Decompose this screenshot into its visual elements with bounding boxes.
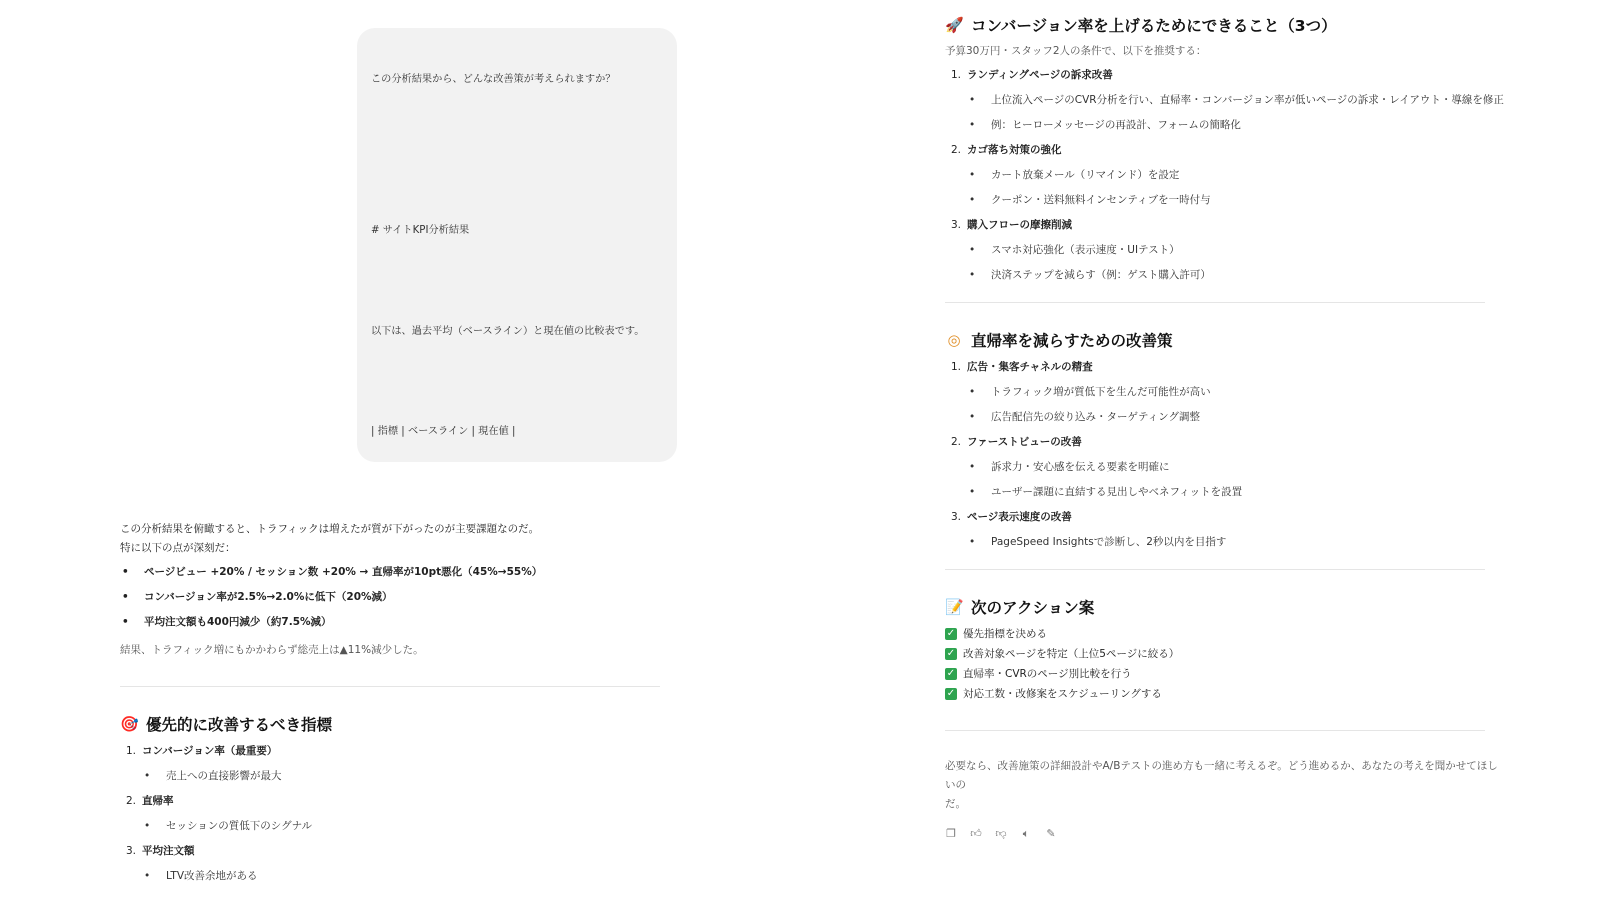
sub-item: • クーポン・送料無料インセンティブを一時付与	[945, 188, 1505, 213]
list-number: 3.	[126, 845, 137, 857]
sub-item: • 例：ヒーローメッセージの再設計、フォームの簡略化	[945, 113, 1505, 138]
list-item-title: 広告・集客チャネルの精査	[967, 361, 1093, 373]
list-number: 1.	[951, 361, 962, 373]
answer-intro-sub: 特に以下の点が深刻だ：	[120, 542, 236, 554]
user-message-line	[371, 172, 663, 189]
list-item-title: 平均注文額	[142, 845, 195, 857]
section-divider	[945, 569, 1485, 570]
list-number: 2.	[951, 144, 962, 156]
list-item: • ページビュー +20% / セッション数 +20% → 直帰率が10pt悪化（45%→55%）	[120, 560, 680, 585]
user-message-line: この分析結果から、どんな改善策が考えられますか？	[371, 73, 616, 85]
user-message-line: # サイトKPI分析結果	[371, 224, 470, 236]
list-number: 3.	[951, 219, 962, 231]
speaker-icon[interactable]: 🔈︎	[1022, 827, 1030, 840]
checkmark-icon: ✓	[946, 688, 956, 699]
action-checklist	[945, 624, 1505, 704]
checkmark-icon: ✓	[946, 628, 956, 639]
sub-item: • PageSpeed Insightsで診断し、2秒以内を目指す	[945, 530, 1505, 555]
message-actions	[945, 828, 1505, 840]
sub-item: • 上位流入ページのCVR分析を行い、直帰率・コンバージョン率が低いページの訴求・レイアウト・導線を修正	[945, 88, 1505, 113]
thumbs-down-icon[interactable]: 👎︎	[995, 827, 1007, 840]
checklist-item	[945, 664, 1505, 684]
user-message-line: | 指標 | ベースライン | 現在値 |	[371, 426, 516, 438]
checklist-item	[945, 624, 1505, 644]
user-message-line	[371, 374, 663, 391]
list-number: 1.	[126, 745, 137, 757]
sub-item: • ユーザー課題に直結する見出しやベネフィットを設置	[945, 480, 1505, 505]
list-number: 1.	[951, 69, 962, 81]
list-item-title: カゴ落ち対策の強化	[967, 144, 1062, 156]
checklist-item	[945, 684, 1505, 704]
list-item	[945, 63, 1505, 138]
checklist-item	[945, 644, 1505, 664]
list-item	[945, 138, 1505, 213]
user-message-line: 以下は、過去平均（ベースライン）と現在値の比較表です。	[371, 325, 645, 337]
edit-icon[interactable]: ✎	[1046, 827, 1056, 840]
section-divider	[945, 730, 1485, 731]
section-heading-bounce	[945, 329, 1505, 351]
key-issues-list	[120, 560, 680, 635]
section-divider	[945, 302, 1485, 303]
list-item: • コンバージョン率が2.5%→2.0%に低下（20%減）	[120, 585, 680, 610]
checklist-text: 改善対象ページを特定（上位5ページに絞る）	[963, 648, 1180, 660]
list-number: 2.	[951, 436, 962, 448]
priority-list	[120, 739, 680, 889]
closing-text: 必要なら、改善施策の詳細設計やA/Bテストの進め方も一緒に考えるぞ。どう進めるか、あなたの考えを聞かせてほしいの	[945, 760, 1498, 791]
thumbs-up-icon[interactable]: 👍︎	[970, 827, 982, 840]
section-heading-actions	[945, 596, 1505, 618]
section-heading-cvr	[945, 14, 1505, 36]
sub-item: • セッションの質低下のシグナル	[120, 814, 680, 839]
list-item	[120, 789, 680, 839]
section-title: 直帰率を減らすための改善策	[971, 332, 1173, 350]
sub-item: • カート放棄メール（リマインド）を設定	[945, 163, 1505, 188]
sub-item: • トラフィック増が質低下を生んだ可能性が高い	[945, 380, 1505, 405]
list-item-title: ファーストビューの改善	[967, 436, 1082, 448]
section-divider	[120, 686, 660, 687]
checkmark-icon: ✓	[946, 668, 956, 679]
checklist-text: 直帰率・CVRのページ別比較を行う	[963, 668, 1132, 680]
user-message-line	[371, 122, 663, 139]
section-lead: 予算30万円・スタッフ2人の条件で、以下を推奨する：	[945, 45, 1207, 57]
list-number: 3.	[951, 511, 962, 523]
target-icon: 🎯	[120, 715, 139, 733]
list-item-title: 購入フローの摩擦削減	[967, 219, 1072, 231]
list-item	[945, 505, 1505, 555]
list-item-title: 直帰率	[142, 795, 174, 807]
checklist-text: 優先指標を決める	[963, 628, 1047, 640]
target-circle-icon: ◎	[947, 331, 961, 349]
list-item	[120, 739, 680, 789]
list-item	[945, 355, 1505, 430]
sub-item: • スマホ対応強化（表示速度・UIテスト）	[945, 238, 1505, 263]
bounce-list	[945, 355, 1505, 555]
closing-text-cont: だ。	[945, 798, 966, 810]
rocket-icon: 🚀	[945, 16, 964, 34]
list-item-title: ページ表示速度の改善	[967, 511, 1072, 523]
sub-item: • 広告配信先の絞り込み・ターゲティング調整	[945, 405, 1505, 430]
list-item-title: ランディングページの訴求改善	[967, 69, 1113, 81]
checklist-text: 対応工数・改修案をスケジューリングする	[963, 688, 1162, 700]
answer-intro: この分析結果を俯瞰すると、トラフィックは増えたが質が下がったのが主要課題なのだ。	[120, 523, 540, 535]
sub-item: • 売上への直接影響が最大	[120, 764, 680, 789]
copy-icon[interactable]: ❐	[946, 827, 956, 840]
list-item	[120, 839, 680, 889]
section-title: 次のアクション案	[971, 599, 1095, 617]
checkmark-icon: ✓	[946, 648, 956, 659]
memo-icon: 📝	[945, 598, 964, 616]
assistant-answer-right	[945, 14, 1505, 840]
list-item-title: コンバージョン率（最重要）	[142, 745, 278, 757]
sub-item: • 訴求力・安心感を伝える要素を明確に	[945, 455, 1505, 480]
sub-item: • LTV改善余地がある	[120, 864, 680, 889]
list-number: 2.	[126, 795, 137, 807]
sub-item: • 決済ステップを減らす（例：ゲスト購入許可）	[945, 263, 1505, 288]
assistant-answer-left	[120, 520, 680, 889]
list-item: • 平均注文額も400円減少（約7.5%減）	[120, 610, 680, 635]
cvr-list	[945, 63, 1505, 288]
section-title: 優先的に改善するべき指標	[146, 716, 333, 734]
answer-conclusion: 結果、トラフィック増にもかかわらず総売上は▲11%減少した。	[120, 644, 424, 656]
list-item	[945, 213, 1505, 288]
user-message-line	[371, 273, 663, 290]
list-item	[945, 430, 1505, 505]
user-message-bubble	[357, 28, 677, 462]
section-title: コンバージョン率を上げるためにできること（3つ）	[971, 17, 1337, 35]
section-heading-priority	[120, 713, 680, 735]
